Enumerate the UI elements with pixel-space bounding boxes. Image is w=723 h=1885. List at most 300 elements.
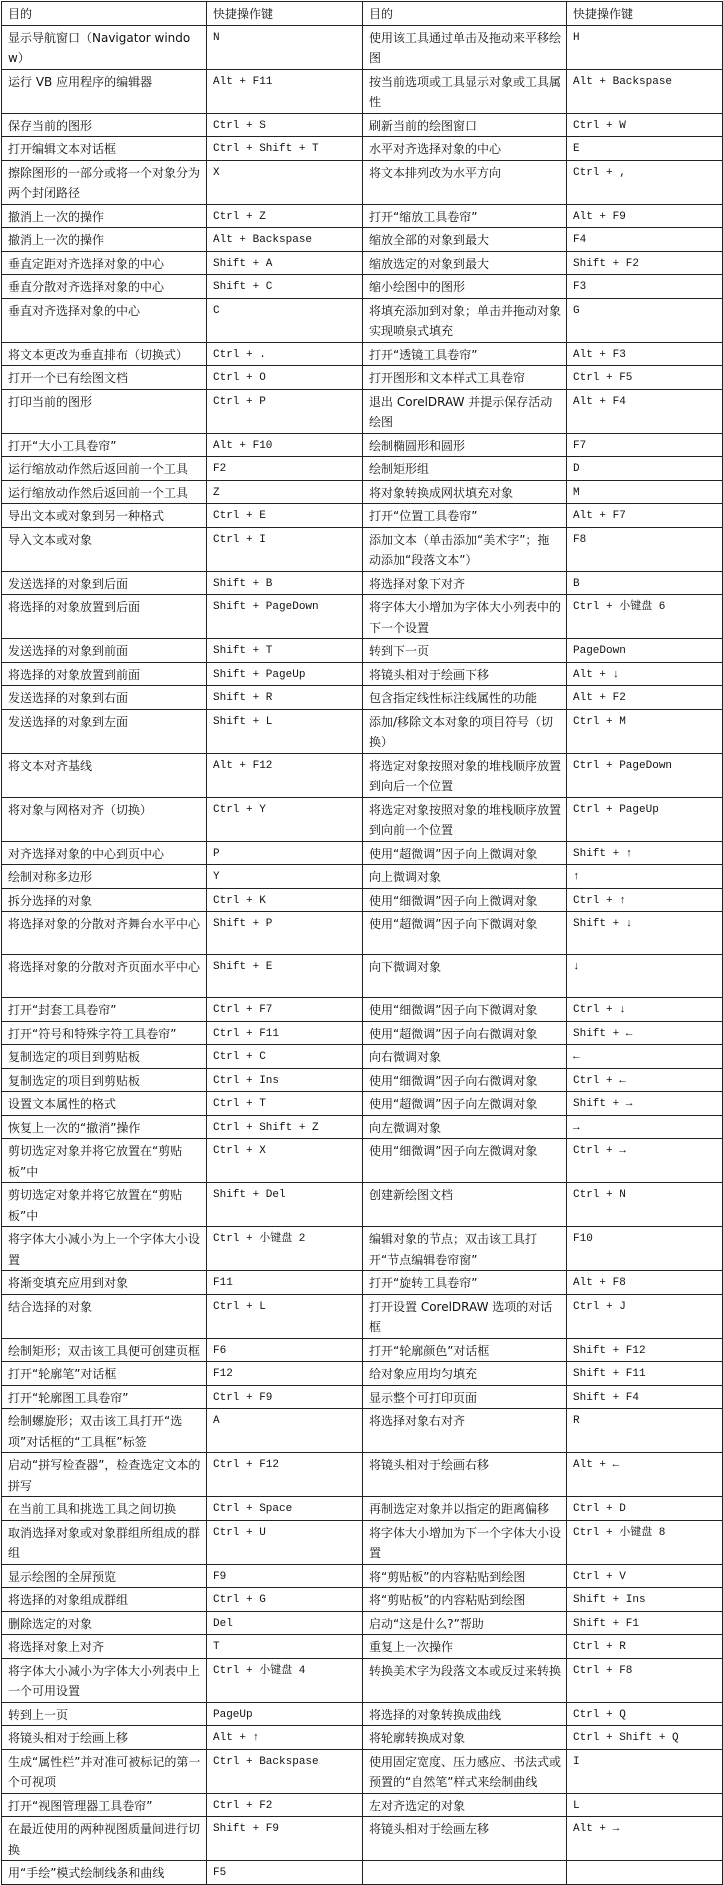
purpose-right-cell: 将字体大小增加为字体大小列表中的下一个设置: [363, 595, 567, 639]
shortcut-right-cell: I: [567, 1749, 723, 1793]
purpose-right-cell: 缩放全部的对象到最大: [363, 228, 567, 252]
shortcut-left-cell: Alt + F10: [207, 433, 363, 457]
shortcut-left-cell: F12: [207, 1362, 363, 1386]
table-row: [2, 1092, 723, 1116]
table-row: [2, 1227, 723, 1271]
purpose-left-cell: 导入文本或对象: [2, 527, 207, 571]
purpose-left-cell: 结合选择的对象: [2, 1294, 207, 1338]
purpose-left-cell: 将字体大小减小为上一个字体大小设置: [2, 1227, 207, 1271]
shortcut-right-cell: Shift + F1: [567, 1611, 723, 1635]
purpose-left-cell: 垂直分散对齐选择对象的中心: [2, 275, 207, 299]
purpose-left-cell: 擦除图形的一部分或将一个对象分为两个封闭路径: [2, 160, 207, 204]
shortcut-left-cell: Shift + A: [207, 251, 363, 275]
purpose-left-cell: 发送选择的对象到后面: [2, 571, 207, 595]
purpose-right-cell: 使用“超微调”因子向上微调对象: [363, 841, 567, 865]
purpose-left-cell: 运行缩放动作然后返回前一个工具: [2, 480, 207, 504]
purpose-right-cell: 向左微调对象: [363, 1115, 567, 1139]
shortcut-right-cell: Ctrl + W: [567, 113, 723, 137]
shortcut-right-cell: Alt + F8: [567, 1271, 723, 1295]
purpose-right-cell: 使用固定宽度、压力感应、书法式或预置的“自然笔”样式来绘制曲线: [363, 1749, 567, 1793]
shortcut-right-cell: Alt + F4: [567, 389, 723, 433]
table-row: [2, 1115, 723, 1139]
shortcut-right-cell: H: [567, 25, 723, 69]
purpose-left-cell: 复制选定的项目到剪贴板: [2, 1068, 207, 1092]
purpose-left-cell: 导出文本或对象到另一种格式: [2, 504, 207, 528]
purpose-right-cell: 创建新绘图文档: [363, 1183, 567, 1227]
purpose-right-cell: 将镜头相对于绘画下移: [363, 662, 567, 686]
shortcut-right-cell: →: [567, 1115, 723, 1139]
purpose-right-cell: 使用“细微调”因子向左微调对象: [363, 1139, 567, 1183]
shortcut-right-cell: Shift + ↓: [567, 912, 723, 955]
purpose-left-cell: 打开“封套工具卷帘”: [2, 998, 207, 1022]
purpose-left-cell: 在当前工具和挑选工具之间切换: [2, 1497, 207, 1521]
table-row: [2, 1658, 723, 1702]
shortcut-right-cell: F8: [567, 527, 723, 571]
table-row: [2, 998, 723, 1022]
purpose-left-cell: 用“手绘”模式绘制线条和曲线: [2, 1861, 207, 1885]
purpose-left-cell: 打开一个已有绘图文档: [2, 366, 207, 390]
table-row: [2, 1271, 723, 1295]
table-row: [2, 504, 723, 528]
purpose-right-cell: 启动“这是什么?”帮助: [363, 1611, 567, 1635]
shortcut-right-cell: F3: [567, 275, 723, 299]
shortcut-right-cell: Shift + F4: [567, 1385, 723, 1409]
purpose-left-cell: 发送选择的对象到前面: [2, 639, 207, 663]
purpose-right-cell: 缩放选定的对象到最大: [363, 251, 567, 275]
purpose-left-cell: 打开“轮廓笔”对话框: [2, 1362, 207, 1386]
table-row: [2, 1362, 723, 1386]
table-row: [2, 1611, 723, 1635]
table-row: [2, 1861, 723, 1885]
table-row: [2, 160, 723, 204]
purpose-right-cell: 将文本排列改为水平方向: [363, 160, 567, 204]
purpose-left-cell: 设置文本属性的格式: [2, 1092, 207, 1116]
purpose-right-cell: 打开“透镜工具卷帘”: [363, 342, 567, 366]
table-row: [2, 1045, 723, 1069]
shortcut-right-cell: Alt + F9: [567, 204, 723, 228]
shortcut-left-cell: Shift + E: [207, 955, 363, 998]
purpose-right-cell: 编辑对象的节点；双击该工具打开“节点编辑卷帘窗”: [363, 1227, 567, 1271]
purpose-right-cell: 打开“轮廓颜色”对话框: [363, 1338, 567, 1362]
purpose-left-cell: 运行缩放动作然后返回前一个工具: [2, 457, 207, 481]
purpose-left-cell: 复制选定的项目到剪贴板: [2, 1045, 207, 1069]
shortcut-left-cell: Ctrl + S: [207, 113, 363, 137]
shortcut-right-cell: [567, 1861, 723, 1885]
shortcut-left-cell: Ctrl + Ins: [207, 1068, 363, 1092]
shortcut-left-cell: Ctrl + Shift + T: [207, 137, 363, 161]
purpose-right-cell: 将镜头相对于绘画右移: [363, 1453, 567, 1497]
purpose-right-cell: 重复上一次操作: [363, 1635, 567, 1659]
shortcut-right-cell: B: [567, 571, 723, 595]
shortcut-left-cell: Ctrl + 小键盘 4: [207, 1658, 363, 1702]
shortcut-left-cell: Shift + PageDown: [207, 595, 363, 639]
purpose-left-cell: 打开编辑文本对话框: [2, 137, 207, 161]
shortcut-right-cell: Shift + ←: [567, 1021, 723, 1045]
shortcut-left-cell: F5: [207, 1861, 363, 1885]
shortcut-left-cell: Shift + C: [207, 275, 363, 299]
shortcut-right-cell: Alt + ←: [567, 1453, 723, 1497]
purpose-right-cell: 水平对齐选择对象的中心: [363, 137, 567, 161]
shortcut-left-cell: P: [207, 841, 363, 865]
shortcut-right-cell: Ctrl + ,: [567, 160, 723, 204]
purpose-left-cell: 打印当前的图形: [2, 389, 207, 433]
shortcut-left-cell: Ctrl + O: [207, 366, 363, 390]
table-row: [2, 1409, 723, 1453]
purpose-right-cell: 将“剪贴板”的内容粘贴到绘图: [363, 1564, 567, 1588]
table-row: [2, 1385, 723, 1409]
purpose-right-cell: 给对象应用均匀填充: [363, 1362, 567, 1386]
shortcut-left-cell: Ctrl + L: [207, 1294, 363, 1338]
shortcut-right-cell: Alt + F7: [567, 504, 723, 528]
table-row: [2, 571, 723, 595]
shortcut-left-cell: F6: [207, 1338, 363, 1362]
shortcut-left-cell: Shift + R: [207, 686, 363, 710]
table-row: [2, 342, 723, 366]
purpose-right-cell: 向右微调对象: [363, 1045, 567, 1069]
shortcut-right-cell: L: [567, 1793, 723, 1817]
shortcut-left-cell: Ctrl + F9: [207, 1385, 363, 1409]
shortcut-left-cell: Shift + B: [207, 571, 363, 595]
table-row: [2, 955, 723, 998]
purpose-right-cell: 退出 CorelDRAW 并提示保存活动绘图: [363, 389, 567, 433]
table-row: [2, 1497, 723, 1521]
table-row: [2, 389, 723, 433]
purpose-left-cell: 将镜头相对于绘画上移: [2, 1726, 207, 1750]
table-row: [2, 753, 723, 797]
shortcut-left-cell: Del: [207, 1611, 363, 1635]
purpose-right-cell: 按当前选项或工具显示对象或工具属性: [363, 69, 567, 113]
table-row: [2, 797, 723, 841]
table-row: [2, 865, 723, 889]
shortcut-left-cell: Shift + L: [207, 709, 363, 753]
shortcut-left-cell: Shift + F9: [207, 1817, 363, 1861]
purpose-left-cell: 启动“拼写检查器”，检查选定文本的拼写: [2, 1453, 207, 1497]
purpose-right-cell: 使用该工具通过单击及拖动来平移绘图: [363, 25, 567, 69]
shortcut-left-cell: Shift + P: [207, 912, 363, 955]
table-row: [2, 841, 723, 865]
purpose-left-cell: 将选择对象的分散对齐页面水平中心: [2, 955, 207, 998]
shortcut-right-cell: Shift + →: [567, 1092, 723, 1116]
table-row: [2, 1139, 723, 1183]
purpose-right-cell: 将轮廓转换成对象: [363, 1726, 567, 1750]
purpose-right-cell: 添加文本（单击添加“美术字”；拖动添加“段落文本”）: [363, 527, 567, 571]
purpose-right-cell: 使用“细微调”因子向上微调对象: [363, 888, 567, 912]
purpose-right-cell: 将选定对象按照对象的堆栈顺序放置到向前一个位置: [363, 797, 567, 841]
table-row: [2, 204, 723, 228]
shortcut-table: [1, 1, 723, 1885]
shortcut-left-cell: F2: [207, 457, 363, 481]
shortcut-right-cell: Ctrl + ←: [567, 1068, 723, 1092]
shortcut-left-cell: Ctrl + Shift + Z: [207, 1115, 363, 1139]
shortcut-right-cell: Ctrl + J: [567, 1294, 723, 1338]
shortcut-left-cell: Ctrl + .: [207, 342, 363, 366]
purpose-right-cell: 绘制椭圆形和圆形: [363, 433, 567, 457]
shortcut-left-cell: Y: [207, 865, 363, 889]
table-row: [2, 228, 723, 252]
shortcut-right-cell: Alt + Backspase: [567, 69, 723, 113]
table-row: [2, 1749, 723, 1793]
purpose-right-cell: 打开“位置工具卷帘”: [363, 504, 567, 528]
purpose-right-cell: 绘制矩形组: [363, 457, 567, 481]
header-shortcut-left: 快捷操作键: [207, 2, 363, 26]
purpose-right-cell: 将选择对象右对齐: [363, 1409, 567, 1453]
shortcut-left-cell: Alt + F12: [207, 753, 363, 797]
purpose-left-cell: 将选择对象上对齐: [2, 1635, 207, 1659]
purpose-right-cell: 将镜头相对于绘画左移: [363, 1817, 567, 1861]
table-row: [2, 1564, 723, 1588]
purpose-left-cell: 转到上一页: [2, 1702, 207, 1726]
table-row: [2, 1520, 723, 1564]
purpose-right-cell: 打开“旋转工具卷帘”: [363, 1271, 567, 1295]
purpose-left-cell: 剪切选定对象并将它放置在“剪贴板”中: [2, 1183, 207, 1227]
table-row: [2, 275, 723, 299]
table-row: [2, 1726, 723, 1750]
shortcut-left-cell: Ctrl + C: [207, 1045, 363, 1069]
purpose-left-cell: 拆分选择的对象: [2, 888, 207, 912]
shortcut-right-cell: Ctrl + ↓: [567, 998, 723, 1022]
shortcut-left-cell: Ctrl + F7: [207, 998, 363, 1022]
shortcut-left-cell: Ctrl + F12: [207, 1453, 363, 1497]
header-row: [2, 2, 723, 26]
shortcut-left-cell: Alt + ↑: [207, 1726, 363, 1750]
purpose-right-cell: 打开设置 CorelDRAW 选项的对话框: [363, 1294, 567, 1338]
shortcut-right-cell: R: [567, 1409, 723, 1453]
shortcut-left-cell: Ctrl + K: [207, 888, 363, 912]
shortcut-right-cell: Ctrl + N: [567, 1183, 723, 1227]
purpose-right-cell: 使用“超微调”因子向右微调对象: [363, 1021, 567, 1045]
shortcut-left-cell: Ctrl + 小键盘 2: [207, 1227, 363, 1271]
purpose-left-cell: 绘制螺旋形；双击该工具打开“选项”对话框的“工具框”标签: [2, 1409, 207, 1453]
purpose-left-cell: 打开“大小工具卷帘”: [2, 433, 207, 457]
shortcut-right-cell: Ctrl + 小键盘 8: [567, 1520, 723, 1564]
purpose-left-cell: 将选择的对象放置到前面: [2, 662, 207, 686]
shortcut-left-cell: A: [207, 1409, 363, 1453]
shortcut-right-cell: Alt + F3: [567, 342, 723, 366]
shortcut-right-cell: Ctrl + Q: [567, 1702, 723, 1726]
table-row: [2, 480, 723, 504]
shortcut-left-cell: Ctrl + Z: [207, 204, 363, 228]
shortcut-right-cell: Ctrl + D: [567, 1497, 723, 1521]
purpose-right-cell: 打开图形和文本样式工具卷帘: [363, 366, 567, 390]
shortcut-left-cell: Ctrl + Y: [207, 797, 363, 841]
shortcut-right-cell: G: [567, 298, 723, 342]
purpose-left-cell: 撤消上一次的操作: [2, 204, 207, 228]
purpose-left-cell: 将选择的对象放置到后面: [2, 595, 207, 639]
purpose-right-cell: [363, 1861, 567, 1885]
shortcut-left-cell: Ctrl + I: [207, 527, 363, 571]
header-shortcut-right: 快捷操作键: [567, 2, 723, 26]
table-row: [2, 1068, 723, 1092]
purpose-right-cell: 再制选定对象并以指定的距离偏移: [363, 1497, 567, 1521]
purpose-left-cell: 运行 VB 应用程序的编辑器: [2, 69, 207, 113]
purpose-left-cell: 发送选择的对象到左面: [2, 709, 207, 753]
purpose-right-cell: 打开“缩放工具卷帘”: [363, 204, 567, 228]
purpose-right-cell: 转换美术字为段落文本或反过来转换: [363, 1658, 567, 1702]
table-row: [2, 888, 723, 912]
purpose-left-cell: 撤消上一次的操作: [2, 228, 207, 252]
purpose-right-cell: 显示整个可打印页面: [363, 1385, 567, 1409]
table-row: [2, 366, 723, 390]
purpose-left-cell: 剪切选定对象并将它放置在“剪贴板”中: [2, 1139, 207, 1183]
purpose-right-cell: 将“剪贴板”的内容粘贴到绘图: [363, 1588, 567, 1612]
purpose-left-cell: 在最近使用的两种视图质量间进行切换: [2, 1817, 207, 1861]
shortcut-right-cell: Shift + Ins: [567, 1588, 723, 1612]
shortcut-right-cell: Ctrl + 小键盘 6: [567, 595, 723, 639]
purpose-left-cell: 绘制对称多边形: [2, 865, 207, 889]
purpose-left-cell: 保存当前的图形: [2, 113, 207, 137]
table-row: [2, 639, 723, 663]
shortcut-left-cell: Ctrl + F2: [207, 1793, 363, 1817]
shortcut-right-cell: ↑: [567, 865, 723, 889]
table-row: [2, 1294, 723, 1338]
shortcut-left-cell: Z: [207, 480, 363, 504]
table-row: [2, 457, 723, 481]
purpose-right-cell: 将选择的对象转换成曲线: [363, 1702, 567, 1726]
table-row: [2, 527, 723, 571]
purpose-left-cell: 恢复上一次的“撤消”操作: [2, 1115, 207, 1139]
shortcut-right-cell: Ctrl + PageUp: [567, 797, 723, 841]
header-purpose-right: 目的: [363, 2, 567, 26]
shortcut-left-cell: Ctrl + T: [207, 1092, 363, 1116]
shortcut-left-cell: F9: [207, 1564, 363, 1588]
table-row: [2, 1183, 723, 1227]
shortcut-right-cell: Shift + F11: [567, 1362, 723, 1386]
purpose-right-cell: 刷新当前的绘图窗口: [363, 113, 567, 137]
table-row: [2, 912, 723, 955]
purpose-left-cell: 绘制矩形；双击该工具便可创建页框: [2, 1338, 207, 1362]
shortcut-left-cell: Ctrl + F11: [207, 1021, 363, 1045]
purpose-left-cell: 删除选定的对象: [2, 1611, 207, 1635]
shortcut-right-cell: Ctrl + F8: [567, 1658, 723, 1702]
purpose-left-cell: 发送选择的对象到右面: [2, 686, 207, 710]
purpose-right-cell: 将填充添加到对象；单击并拖动对象实现喷泉式填充: [363, 298, 567, 342]
shortcut-right-cell: ↓: [567, 955, 723, 998]
purpose-left-cell: 打开“符号和特殊字符工具卷帘”: [2, 1021, 207, 1045]
shortcut-left-cell: Shift + PageUp: [207, 662, 363, 686]
shortcut-right-cell: F4: [567, 228, 723, 252]
table-row: [2, 433, 723, 457]
purpose-left-cell: 将选择的对象组成群组: [2, 1588, 207, 1612]
shortcut-left-cell: Shift + T: [207, 639, 363, 663]
purpose-right-cell: 左对齐选定的对象: [363, 1793, 567, 1817]
shortcut-left-cell: T: [207, 1635, 363, 1659]
purpose-left-cell: 生成“属性栏”并对准可被标记的第一个可视项: [2, 1749, 207, 1793]
table-row: [2, 25, 723, 69]
shortcut-right-cell: Ctrl + Shift + Q: [567, 1726, 723, 1750]
purpose-right-cell: 转到下一页: [363, 639, 567, 663]
purpose-right-cell: 将选择对象下对齐: [363, 571, 567, 595]
shortcut-right-cell: Ctrl + M: [567, 709, 723, 753]
shortcut-right-cell: Ctrl + V: [567, 1564, 723, 1588]
shortcut-left-cell: Ctrl + Space: [207, 1497, 363, 1521]
shortcut-right-cell: Ctrl + F5: [567, 366, 723, 390]
shortcut-right-cell: F10: [567, 1227, 723, 1271]
shortcut-right-cell: Ctrl + →: [567, 1139, 723, 1183]
shortcut-table-body: [2, 2, 723, 1885]
table-row: [2, 595, 723, 639]
shortcut-right-cell: PageDown: [567, 639, 723, 663]
shortcut-left-cell: Ctrl + G: [207, 1588, 363, 1612]
purpose-right-cell: 将字体大小增加为下一个字体大小设置: [363, 1520, 567, 1564]
purpose-left-cell: 打开“轮廓图工具卷帘”: [2, 1385, 207, 1409]
shortcut-left-cell: N: [207, 25, 363, 69]
purpose-left-cell: 将对象与网格对齐（切换）: [2, 797, 207, 841]
purpose-right-cell: 向下微调对象: [363, 955, 567, 998]
shortcut-left-cell: Alt + Backspase: [207, 228, 363, 252]
shortcut-right-cell: Ctrl + R: [567, 1635, 723, 1659]
shortcut-left-cell: X: [207, 160, 363, 204]
shortcut-left-cell: Shift + Del: [207, 1183, 363, 1227]
table-row: [2, 298, 723, 342]
purpose-left-cell: 垂直定距对齐选择对象的中心: [2, 251, 207, 275]
purpose-left-cell: 显示导航窗口（Navigator window）: [2, 25, 207, 69]
purpose-right-cell: 使用“超微调”因子向下微调对象: [363, 912, 567, 955]
purpose-right-cell: 向上微调对象: [363, 865, 567, 889]
purpose-left-cell: 取消选择对象或对象群组所组成的群组: [2, 1520, 207, 1564]
header-purpose-left: 目的: [2, 2, 207, 26]
shortcut-right-cell: Shift + ↑: [567, 841, 723, 865]
table-row: [2, 1817, 723, 1861]
table-row: [2, 1702, 723, 1726]
purpose-right-cell: 将选定对象按照对象的堆栈顺序放置到向后一个位置: [363, 753, 567, 797]
shortcut-left-cell: Ctrl + U: [207, 1520, 363, 1564]
shortcut-right-cell: Alt + →: [567, 1817, 723, 1861]
table-row: [2, 113, 723, 137]
shortcut-left-cell: PageUp: [207, 1702, 363, 1726]
purpose-left-cell: 将文本更改为垂直排布（切换式）: [2, 342, 207, 366]
purpose-right-cell: 使用“细微调”因子向下微调对象: [363, 998, 567, 1022]
purpose-right-cell: 使用“细微调”因子向右微调对象: [363, 1068, 567, 1092]
purpose-left-cell: 将选择对象的分散对齐舞台水平中心: [2, 912, 207, 955]
table-row: [2, 686, 723, 710]
purpose-left-cell: 将文本对齐基线: [2, 753, 207, 797]
purpose-right-cell: 包含指定线性标注线属性的功能: [363, 686, 567, 710]
purpose-left-cell: 打开“视图管理器工具卷帘”: [2, 1793, 207, 1817]
table-row: [2, 662, 723, 686]
shortcut-left-cell: F11: [207, 1271, 363, 1295]
purpose-left-cell: 对齐选择对象的中心到页中心: [2, 841, 207, 865]
shortcut-right-cell: Alt + ↓: [567, 662, 723, 686]
shortcut-left-cell: Alt + F11: [207, 69, 363, 113]
shortcut-right-cell: Ctrl + PageDown: [567, 753, 723, 797]
shortcut-left-cell: Ctrl + E: [207, 504, 363, 528]
table-row: [2, 1021, 723, 1045]
table-row: [2, 1635, 723, 1659]
table-row: [2, 137, 723, 161]
shortcut-right-cell: E: [567, 137, 723, 161]
shortcut-right-cell: ←: [567, 1045, 723, 1069]
shortcut-right-cell: Ctrl + ↑: [567, 888, 723, 912]
shortcut-left-cell: Ctrl + Backspase: [207, 1749, 363, 1793]
shortcut-right-cell: D: [567, 457, 723, 481]
table-row: [2, 1453, 723, 1497]
table-row: [2, 1793, 723, 1817]
shortcut-right-cell: M: [567, 480, 723, 504]
table-row: [2, 709, 723, 753]
purpose-left-cell: 将字体大小减小为字体大小列表中上一个可用设置: [2, 1658, 207, 1702]
table-row: [2, 69, 723, 113]
shortcut-left-cell: Ctrl + P: [207, 389, 363, 433]
purpose-left-cell: 将渐变填充应用到对象: [2, 1271, 207, 1295]
purpose-right-cell: 将对象转换成网状填充对象: [363, 480, 567, 504]
table-row: [2, 1588, 723, 1612]
table-row: [2, 251, 723, 275]
shortcut-right-cell: Shift + F12: [567, 1338, 723, 1362]
shortcut-left-cell: Ctrl + X: [207, 1139, 363, 1183]
purpose-left-cell: 垂直对齐选择对象的中心: [2, 298, 207, 342]
shortcut-right-cell: Shift + F2: [567, 251, 723, 275]
shortcut-right-cell: Alt + F2: [567, 686, 723, 710]
